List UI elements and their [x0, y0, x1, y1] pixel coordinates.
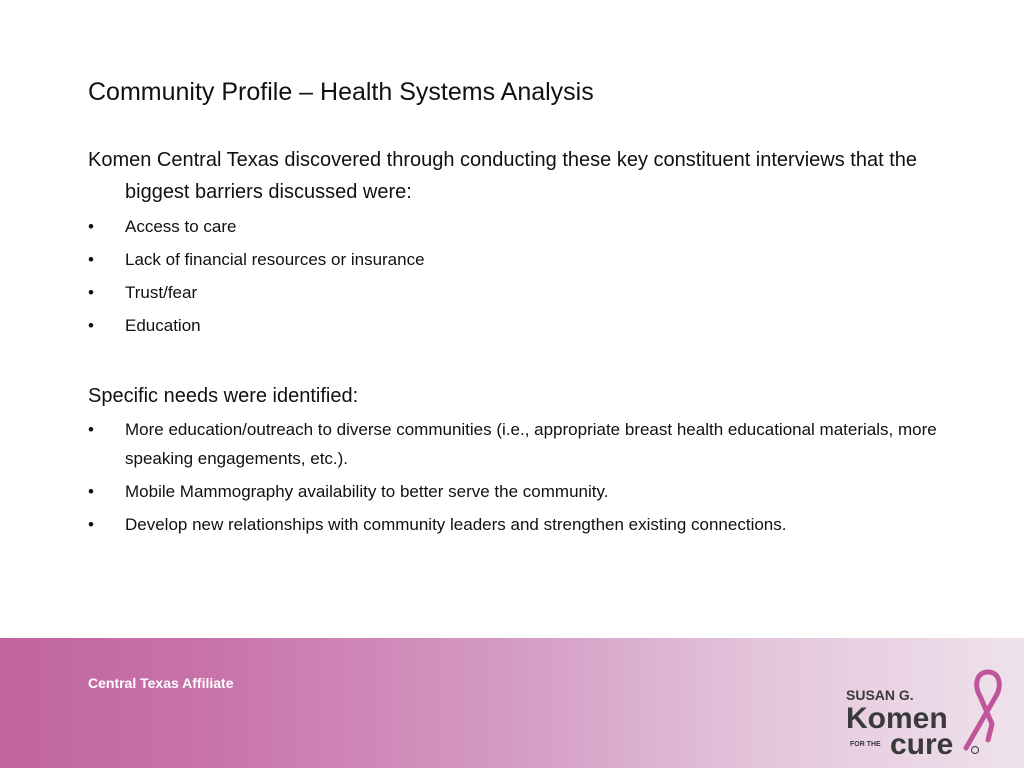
bullet-icon: •: [88, 250, 94, 269]
list-item-text: Mobile Mammography availability to better serve the community.: [125, 482, 609, 501]
needs-intro: Specific needs were identified:: [88, 385, 359, 407]
list-item: [88, 510, 958, 539]
logo-text-line3: FOR THE: [850, 741, 881, 748]
logo-text-line2: Komen: [846, 702, 948, 735]
slide-title: Community Profile – Health Systems Analysis: [88, 78, 594, 106]
bullet-icon: •: [88, 283, 94, 302]
needs-list: [88, 415, 958, 539]
list-item: [88, 212, 958, 241]
logo-text-line1: SUSAN G.: [846, 687, 914, 703]
list-item: [88, 311, 958, 340]
bullet-icon: •: [88, 316, 94, 335]
section-spacer: [88, 344, 958, 381]
list-item-text: Develop new relationships with community leaders and strengthen existing connections.: [125, 515, 787, 534]
bullet-icon: •: [88, 482, 94, 501]
bullet-icon: •: [88, 217, 94, 236]
list-item: [88, 278, 958, 307]
footer-band: [0, 638, 1024, 768]
list-item-text: Access to care: [125, 217, 237, 236]
registered-mark-icon: [972, 747, 979, 754]
list-item: [88, 415, 958, 473]
slide-content: [88, 144, 958, 543]
list-item-text: Education: [125, 316, 201, 335]
bullet-icon: •: [88, 420, 94, 439]
list-item: [88, 477, 958, 506]
affiliate-name: Central Texas Affiliate: [88, 675, 234, 691]
list-item-text: More education/outreach to diverse communities (i.e., appropriate breast health educational materials, more speaking engagements, etc.).: [125, 420, 937, 468]
list-item-text: Trust/fear: [125, 283, 198, 302]
list-item-text: Lack of financial resources or insurance: [125, 250, 425, 269]
barriers-list: [88, 212, 958, 340]
komen-logo: [838, 664, 1008, 764]
list-item: [88, 245, 958, 274]
barriers-intro: Komen Central Texas discovered through conducting these key constituent interviews that the biggest barriers discussed were:: [88, 149, 917, 203]
bullet-icon: •: [88, 515, 94, 534]
logo-text-line4: cure: [890, 728, 954, 761]
pink-ribbon-icon: [966, 672, 999, 748]
